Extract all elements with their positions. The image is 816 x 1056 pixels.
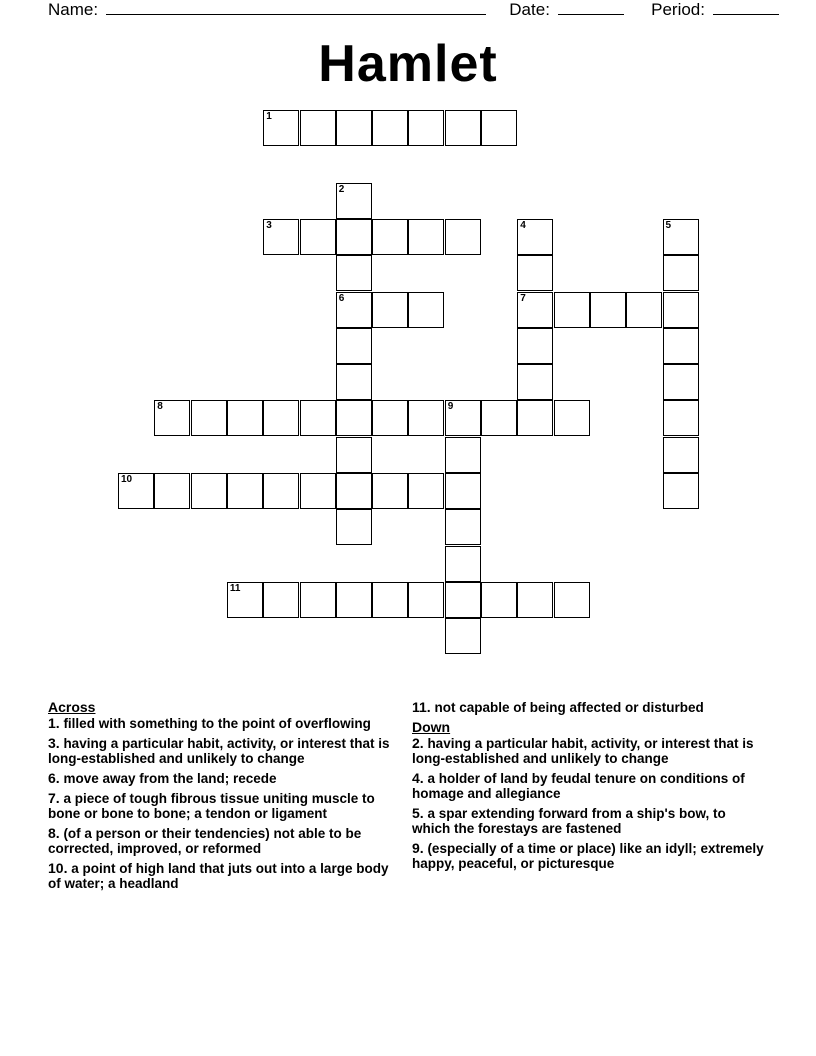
grid-cell[interactable] — [154, 473, 190, 509]
page-title: Hamlet — [318, 35, 498, 93]
grid-cell[interactable] — [408, 292, 444, 328]
grid-cell[interactable] — [336, 110, 372, 146]
clue-number: 10 — [121, 474, 133, 485]
grid-cell[interactable] — [300, 110, 336, 146]
grid-cell[interactable] — [191, 400, 227, 436]
clue-item-number: 1. — [48, 715, 60, 731]
grid-cell[interactable] — [663, 437, 699, 473]
grid-cell[interactable] — [372, 400, 408, 436]
grid-cell[interactable] — [372, 219, 408, 255]
clue-item — [412, 771, 767, 801]
grid-cell[interactable] — [300, 473, 336, 509]
clue-item — [48, 826, 403, 856]
clue-number: 8 — [157, 401, 163, 413]
grid-cell[interactable] — [336, 292, 372, 328]
grid-cell[interactable] — [336, 364, 372, 400]
grid-cell[interactable] — [263, 473, 299, 509]
grid-cell[interactable] — [408, 219, 444, 255]
clue-item-text: a spar extending forward from a ship's bow, to which the forestays are fastened — [412, 806, 726, 836]
grid-cell[interactable] — [336, 400, 372, 436]
grid-cell[interactable] — [118, 473, 154, 509]
grid-cell[interactable] — [663, 255, 699, 291]
grid-cell[interactable] — [554, 582, 590, 618]
grid-cell[interactable] — [445, 509, 481, 545]
grid-cell[interactable] — [590, 292, 626, 328]
clue-item-text: a point of high land that juts out into a large body of water; a headland — [48, 861, 389, 891]
grid-cell[interactable] — [663, 292, 699, 328]
clue-item-number: 10. — [48, 860, 68, 876]
clue-item-text: a holder of land by feudal tenure on conditions of homage and allegiance — [412, 771, 745, 801]
grid-cell[interactable] — [336, 255, 372, 291]
clue-item — [48, 716, 403, 731]
clue-number: 5 — [665, 219, 672, 231]
clue-item — [412, 700, 767, 715]
grid-cell[interactable] — [663, 400, 699, 436]
clue-item-text: not capable of being affected or disturbed — [430, 700, 704, 715]
clue-item-number: 2. — [412, 735, 424, 751]
clue-item — [412, 806, 767, 836]
grid-cell[interactable] — [517, 255, 553, 291]
grid-cell[interactable] — [481, 582, 517, 618]
clue-item-number: 11. — [412, 699, 431, 715]
grid-cell[interactable] — [263, 400, 299, 436]
grid-cell[interactable] — [445, 400, 481, 436]
clue-number: 11 — [229, 582, 241, 594]
grid-cell[interactable] — [263, 110, 299, 146]
grid-cell[interactable] — [300, 582, 336, 618]
grid-cell[interactable] — [408, 110, 444, 146]
grid-cell[interactable] — [481, 110, 517, 146]
grid-cell[interactable] — [336, 328, 372, 364]
clue-item-number: 8. — [48, 825, 60, 841]
grid-cell[interactable] — [336, 437, 372, 473]
grid-cell[interactable] — [517, 219, 553, 255]
clue-item — [48, 861, 403, 891]
grid-cell[interactable] — [663, 219, 699, 255]
clue-number: 6 — [338, 292, 345, 304]
grid-cell[interactable] — [263, 582, 299, 618]
clues-column-left — [48, 700, 403, 896]
grid-cell[interactable] — [227, 400, 263, 436]
grid-cell[interactable] — [336, 473, 372, 509]
grid-cell[interactable] — [300, 219, 336, 255]
clue-item — [48, 736, 403, 766]
clue-number: 2 — [338, 183, 345, 195]
down-heading: Down — [412, 719, 451, 735]
clue-item-number: 4. — [412, 770, 424, 786]
grid-cell[interactable] — [554, 400, 590, 436]
grid-cell[interactable] — [517, 328, 553, 364]
name-label: Name: — [48, 0, 99, 19]
grid-cell[interactable] — [554, 292, 590, 328]
clue-item — [48, 791, 403, 821]
clue-item-text: (of a person or their tendencies) not able to be corrected, improved, or reformed — [48, 826, 362, 856]
clue-item — [412, 841, 767, 871]
clue-item — [48, 771, 403, 786]
grid-cell[interactable] — [227, 473, 263, 509]
grid-cell[interactable] — [445, 473, 481, 509]
grid-cell[interactable] — [663, 364, 699, 400]
grid-cell[interactable] — [336, 183, 372, 219]
grid-cell[interactable] — [517, 364, 553, 400]
grid-cell[interactable] — [445, 219, 481, 255]
clue-item-text: having a particular habit, activity, or interest that is long-established and unlikely to change — [412, 736, 754, 766]
grid-cell[interactable] — [372, 582, 408, 618]
grid-cell[interactable] — [336, 509, 372, 545]
clue-item — [412, 736, 767, 766]
grid-cell[interactable] — [663, 473, 699, 509]
grid-cell[interactable] — [408, 473, 444, 509]
clue-item-text: filled with something to the point of overflowing — [59, 716, 371, 731]
clue-number: 4 — [520, 219, 526, 231]
grid-cell[interactable] — [445, 546, 481, 582]
grid-cell[interactable] — [227, 582, 263, 618]
grid-cell[interactable] — [445, 582, 481, 618]
grid-cell[interactable] — [517, 292, 553, 328]
clue-number: 9 — [447, 401, 454, 413]
grid-cell[interactable] — [408, 582, 444, 618]
clue-number: 3 — [266, 219, 272, 231]
clue-item-number: 6. — [48, 770, 60, 786]
grid-cell[interactable] — [663, 328, 699, 364]
grid-cell[interactable] — [263, 219, 299, 255]
date-label: Date: — [509, 0, 550, 19]
grid-cell[interactable] — [154, 400, 190, 436]
grid-cell[interactable] — [300, 400, 336, 436]
across-heading: Across — [48, 699, 96, 715]
grid-cell[interactable] — [517, 582, 553, 618]
grid-cell[interactable] — [336, 582, 372, 618]
clue-item-text: (especially of a time or place) like an idyll; extremely happy, peaceful, or picturesque — [412, 841, 764, 871]
grid-cell[interactable] — [445, 110, 481, 146]
clue-item-text: having a particular habit, activity, or interest that is long-established and unlikely to change — [48, 736, 390, 766]
clue-item-text: move away from the land; recede — [59, 771, 277, 786]
clue-item-text: a piece of tough fibrous tissue uniting muscle to bone or bone to bone; a tendon or ligament — [48, 791, 375, 821]
grid-cell[interactable] — [191, 473, 227, 509]
period-label: Period: — [651, 0, 705, 19]
clue-item-number: 7. — [48, 790, 60, 806]
clue-item-number: 5. — [412, 805, 424, 821]
clue-number: 1 — [266, 111, 272, 122]
grid-cell[interactable] — [481, 400, 517, 436]
clue-item-number: 9. — [412, 840, 424, 856]
grid-cell[interactable] — [445, 437, 481, 473]
grid-cell[interactable] — [372, 473, 408, 509]
grid-cell[interactable] — [336, 219, 372, 255]
clue-item-number: 3. — [48, 735, 60, 751]
grid-cell[interactable] — [626, 292, 662, 328]
grid-cell[interactable] — [408, 400, 444, 436]
clues-column-right — [412, 700, 767, 876]
grid-cell[interactable] — [372, 110, 408, 146]
grid-cell[interactable] — [445, 618, 481, 654]
grid-cell[interactable] — [517, 400, 553, 436]
clue-number: 7 — [520, 292, 526, 304]
grid-cell[interactable] — [372, 292, 408, 328]
